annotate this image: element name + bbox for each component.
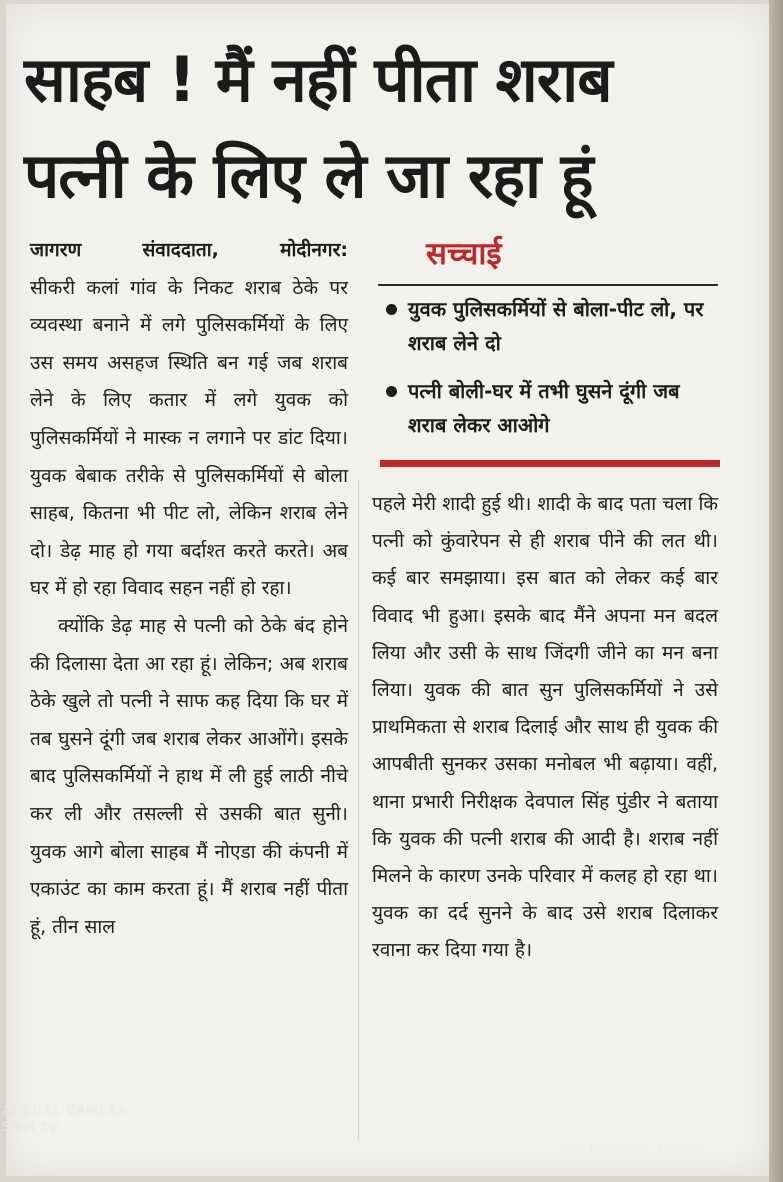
fact-box-accent-rule [380,460,720,467]
fact-box-item [378,292,718,360]
article-right-column [372,486,718,970]
headline-line-1: साहब ! मैं नहीं पीता शराब [24,43,612,116]
fact-box-list [378,292,718,456]
fact-box-item-text: पत्नी बोली-घर में तभी घुसने दूंगी जब शराब लेकर आओगे [408,379,680,437]
headline-line-2: पत्नी के लिए ले जा रहा हूं [24,139,593,212]
camera-watermark-model: AI DUAL CAMERA [2,1104,128,1119]
fact-box-item-text: युवक पुलिसकर्मियों से बोला-पीट लो, पर शराब लेने दो [408,297,704,355]
fact-box-label: सच्चाई [426,236,502,272]
left-paragraph-2: क्योंकि डेढ़ माह से पत्नी को ठेके बंद होने की दिलासा देता आ रहा हूं। लेकिन; अब शराब ठेके खुले तो पत्नी ने साफ कह दिया कि घर में तब घुसने दूंगी जब शराब लेकर आओंगे। इसके बाद पुलिसकर्मियों ने हाथ में ली हुई लाठी नीचे कर ली और तसल्ली से उसकी बात सुनी। युवक आगे बोला साहब मैं नोएडा की कंपनी में एकाउंट का काम करता हूं। मैं शराब नहीं पीता हूं, तीन साल [30,614,348,938]
column-divider [358,480,359,1140]
right-paragraph-1: पहले मेरी शादी हुई थी। शादी के बाद पता चला कि पत्नी को कुंवारेपन से ही शराब पीने की लत थी। कई बार समझाया। इस बात को लेकर कई बार विवाद भी हुआ। इसके बाद मैंने अपना मन बदल लिया और उसी के साथ जिंदगी जीने का मन बना लिया। युवक की बात सुन पुलिसकर्मियों ने उसे प्राथमिकता से शराब दिलाई और साथ ही युवक की आपबीती सुनकर उसका मनोबल भी बढ़ाया। वहीं, थाना प्रभारी निरीक्षक देवपाल सिंह पुंडीर ने बताया कि युवक की पत्नी शराब की आदी है। शराब नहीं मिलने के कारण उनके परिवार में कलह हो रहा था। युवक का दर्द सुनने के बाद उसे शराब दिलाकर रवाना कर दिया गया है। [372,493,718,962]
page-edge [769,0,783,1182]
headline [24,32,744,224]
camera-watermark [2,1104,127,1136]
fact-box-divider [378,284,718,286]
left-paragraph-1: सीकरी कलां गांव के निकट शराब ठेके पर व्यवस्था बनाने में लगे पुलिसकर्मियों के लिए उस समय असहज स्थिति बन गई जब शराब लेने के लिए कतार में लगे युवक को पुलिसकर्मियों ने मास्क न लगाने पर डांट दिया। युवक बेबाक तरीके से पुलिसकर्मियों से बोला साहब, कितना भी पीट लो, लेकिन शराब लेने दो। डेढ़ माह हो गया बर्दाश्त करते करते। अब घर में हो रहा विवाद सहन नहीं हो रहा। [30,276,348,600]
photo-timestamp: 2020/05/08 09:23 [560,1140,702,1155]
article-left-column [30,232,348,946]
fact-box [378,228,718,468]
bullet-icon [386,386,397,397]
camera-watermark-shot: Shot by [2,1120,59,1135]
bullet-icon [386,304,397,315]
fact-box-item [378,374,718,442]
byline: जागरण संवाददाता, मोदीनगर: [30,239,348,261]
